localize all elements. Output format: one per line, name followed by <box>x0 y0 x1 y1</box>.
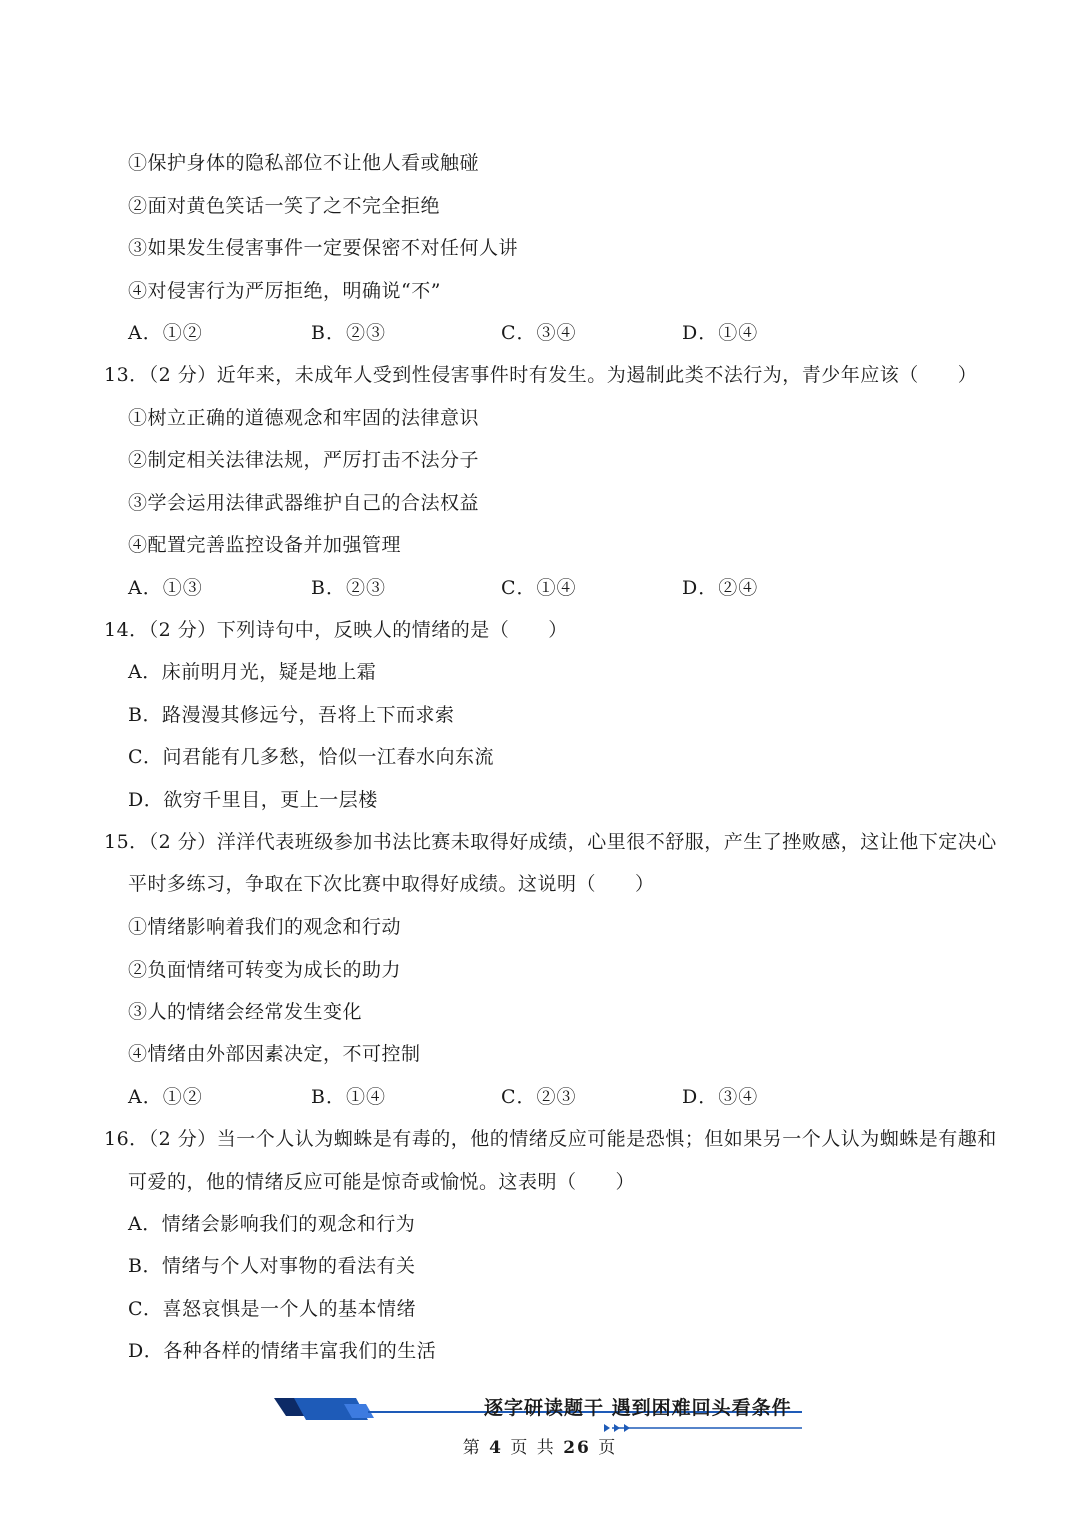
q14-option-a[interactable]: A．床前明月光，疑是地上霜 <box>128 661 377 683</box>
q14-stem: 14．（2 分）下列诗句中，反映人的情绪的是（ ） <box>104 619 568 641</box>
q15-option-d[interactable]: D．③④ <box>682 1086 759 1108</box>
q16-option-a[interactable]: A．情绪会影响我们的观念和行为 <box>128 1213 416 1235</box>
arrow-icon <box>614 1424 620 1432</box>
q13-option-d[interactable]: D．②④ <box>682 577 759 599</box>
q16-option-d[interactable]: D．各种各样的情绪丰富我们的生活 <box>128 1340 437 1362</box>
q16-option-b[interactable]: B．情绪与个人对事物的看法有关 <box>128 1255 416 1277</box>
q15-option-b[interactable]: B．①④ <box>311 1086 386 1108</box>
page-middle: 页 共 <box>510 1438 556 1458</box>
banner-text: 逐字研读题干 遇到困难回头看条件 <box>484 1397 792 1419</box>
page-prefix: 第 <box>462 1438 482 1458</box>
q12-item-4: ④对侵害行为严厉拒绝，明确说“不” <box>128 280 441 302</box>
q12-options <box>128 320 828 346</box>
q13-item-1: ①树立正确的道德观念和牢固的法律意识 <box>128 407 480 429</box>
q15-item-4: ④情绪由外部因素决定，不可控制 <box>128 1043 421 1065</box>
page-total: 26 <box>563 1438 591 1458</box>
q12-option-c[interactable]: C．③④ <box>501 322 577 344</box>
q12-item-3: ③如果发生侵害事件一定要保密不对任何人讲 <box>128 237 519 259</box>
footer-banner <box>272 1396 812 1440</box>
q12-item-2: ②面对黄色笑话一笑了之不完全拒绝 <box>128 195 441 217</box>
q13-option-c[interactable]: C．①④ <box>501 577 577 599</box>
q15-item-3: ③人的情绪会经常发生变化 <box>128 1001 363 1023</box>
q14-option-b[interactable]: B．路漫漫其修远兮，吾将上下而求索 <box>128 704 455 726</box>
arrow-icon <box>624 1424 630 1432</box>
q13-item-3: ③学会运用法律武器维护自己的合法权益 <box>128 492 480 514</box>
q15-option-c[interactable]: C．②③ <box>501 1086 577 1108</box>
q13-item-4: ④配置完善监控设备并加强管理 <box>128 534 402 556</box>
q15-stem-line-1: 15．（2 分）洋洋代表班级参加书法比赛未取得好成绩，心里很不舒服，产生了挫败感，这让他下定决心 <box>104 831 997 853</box>
q12-option-b[interactable]: B．②③ <box>311 322 386 344</box>
q14-option-c[interactable]: C．问君能有几多愁，恰似一江春水向东流 <box>128 746 495 768</box>
page-suffix: 页 <box>598 1438 618 1458</box>
q12-item-1: ①保护身体的隐私部位不让他人看或触碰 <box>128 152 480 174</box>
q13-item-2: ②制定相关法律法规，严厉打击不法分子 <box>128 449 480 471</box>
q14-option-d[interactable]: D．欲穷千里目，更上一层楼 <box>128 789 378 811</box>
page-number <box>0 1437 1080 1459</box>
q15-options <box>128 1084 828 1110</box>
q13-options <box>128 575 828 601</box>
q12-option-d[interactable]: D．①④ <box>682 322 759 344</box>
q12-option-a[interactable]: A．①② <box>128 322 203 344</box>
q15-stem-line-2: 平时多练习，争取在下次比赛中取得好成绩。这说明（ ） <box>128 873 655 895</box>
q15-option-a[interactable]: A．①② <box>128 1086 203 1108</box>
q13-option-a[interactable]: A．①③ <box>128 577 203 599</box>
q13-stem: 13．（2 分）近年来，未成年人受到性侵害事件时有发生。为遏制此类不法行为，青少年应该（ ） <box>104 364 978 386</box>
q13-option-b[interactable]: B．②③ <box>311 577 386 599</box>
q15-item-1: ①情绪影响着我们的观念和行动 <box>128 916 402 938</box>
q16-stem-line-2: 可爱的，他的情绪反应可能是惊奇或愉悦。这表明（ ） <box>128 1171 636 1193</box>
page-current: 4 <box>489 1438 503 1458</box>
q16-stem-line-1: 16．（2 分）当一个人认为蜘蛛是有毒的，他的情绪反应可能是恐惧；但如果另一个人认为蜘蛛是有趣和 <box>104 1128 997 1150</box>
q16-option-c[interactable]: C．喜怒哀惧是一个人的基本情绪 <box>128 1298 417 1320</box>
arrow-icon <box>604 1424 610 1432</box>
q15-item-2: ②负面情绪可转变为成长的助力 <box>128 959 402 981</box>
